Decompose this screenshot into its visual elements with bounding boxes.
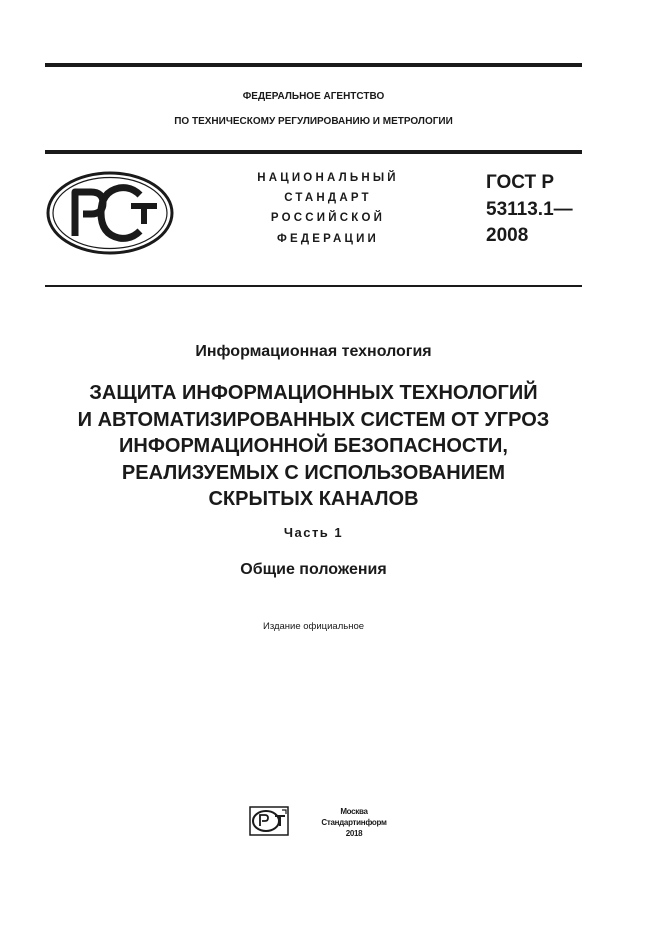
publisher-logo [249,806,289,836]
gost-r-logo [45,170,175,256]
national-line-4: ФЕДЕРАЦИИ [276,233,380,245]
publisher-city: Москва [340,807,368,816]
top-rule [45,63,582,67]
part-title: Общие положения [240,561,387,578]
document-subject: Информационная технология [195,343,432,360]
gost-number: 53113.1— [486,199,573,220]
header-rule [45,150,582,154]
publisher-year: 2018 [345,829,363,838]
gost-year: 2008 [486,225,529,246]
title-line: И АВТОМАТИЗИРОВАННЫХ СИСТЕМ ОТ УГРОЗ [77,408,550,431]
national-line-2: СТАНДАРТ [284,192,372,204]
document-title [30,380,597,513]
gost-code: ГОСТ Р [486,172,555,193]
part-number: Часть 1 [283,525,344,540]
standard-rule [45,285,582,287]
publisher-name: Стандартинформ [321,818,387,827]
title-line: ЗАЩИТА ИНФОРМАЦИОННЫХ ТЕХНОЛОГИЙ [89,382,538,404]
edition-note: Издание официальное [262,621,365,632]
title-line: ИНФОРМАЦИОННОЙ БЕЗОПАСНОСТИ, [119,435,508,457]
title-line: СКРЫТЫХ КАНАЛОВ [208,488,419,510]
agency-line-1: ФЕДЕРАЛЬНОЕ АГЕНТСТВО [242,91,385,102]
national-line-3: РОССИЙСКОЙ [270,212,386,224]
national-line-1: НАЦИОНАЛЬНЫЙ [257,172,399,184]
title-line: РЕАЛИЗУЕМЫХ С ИСПОЛЬЗОВАНИЕМ [121,461,506,484]
agency-line-2: ПО ТЕХНИЧЕСКОМУ РЕГУЛИРОВАНИЮ И МЕТРОЛОГИИ [174,116,453,127]
